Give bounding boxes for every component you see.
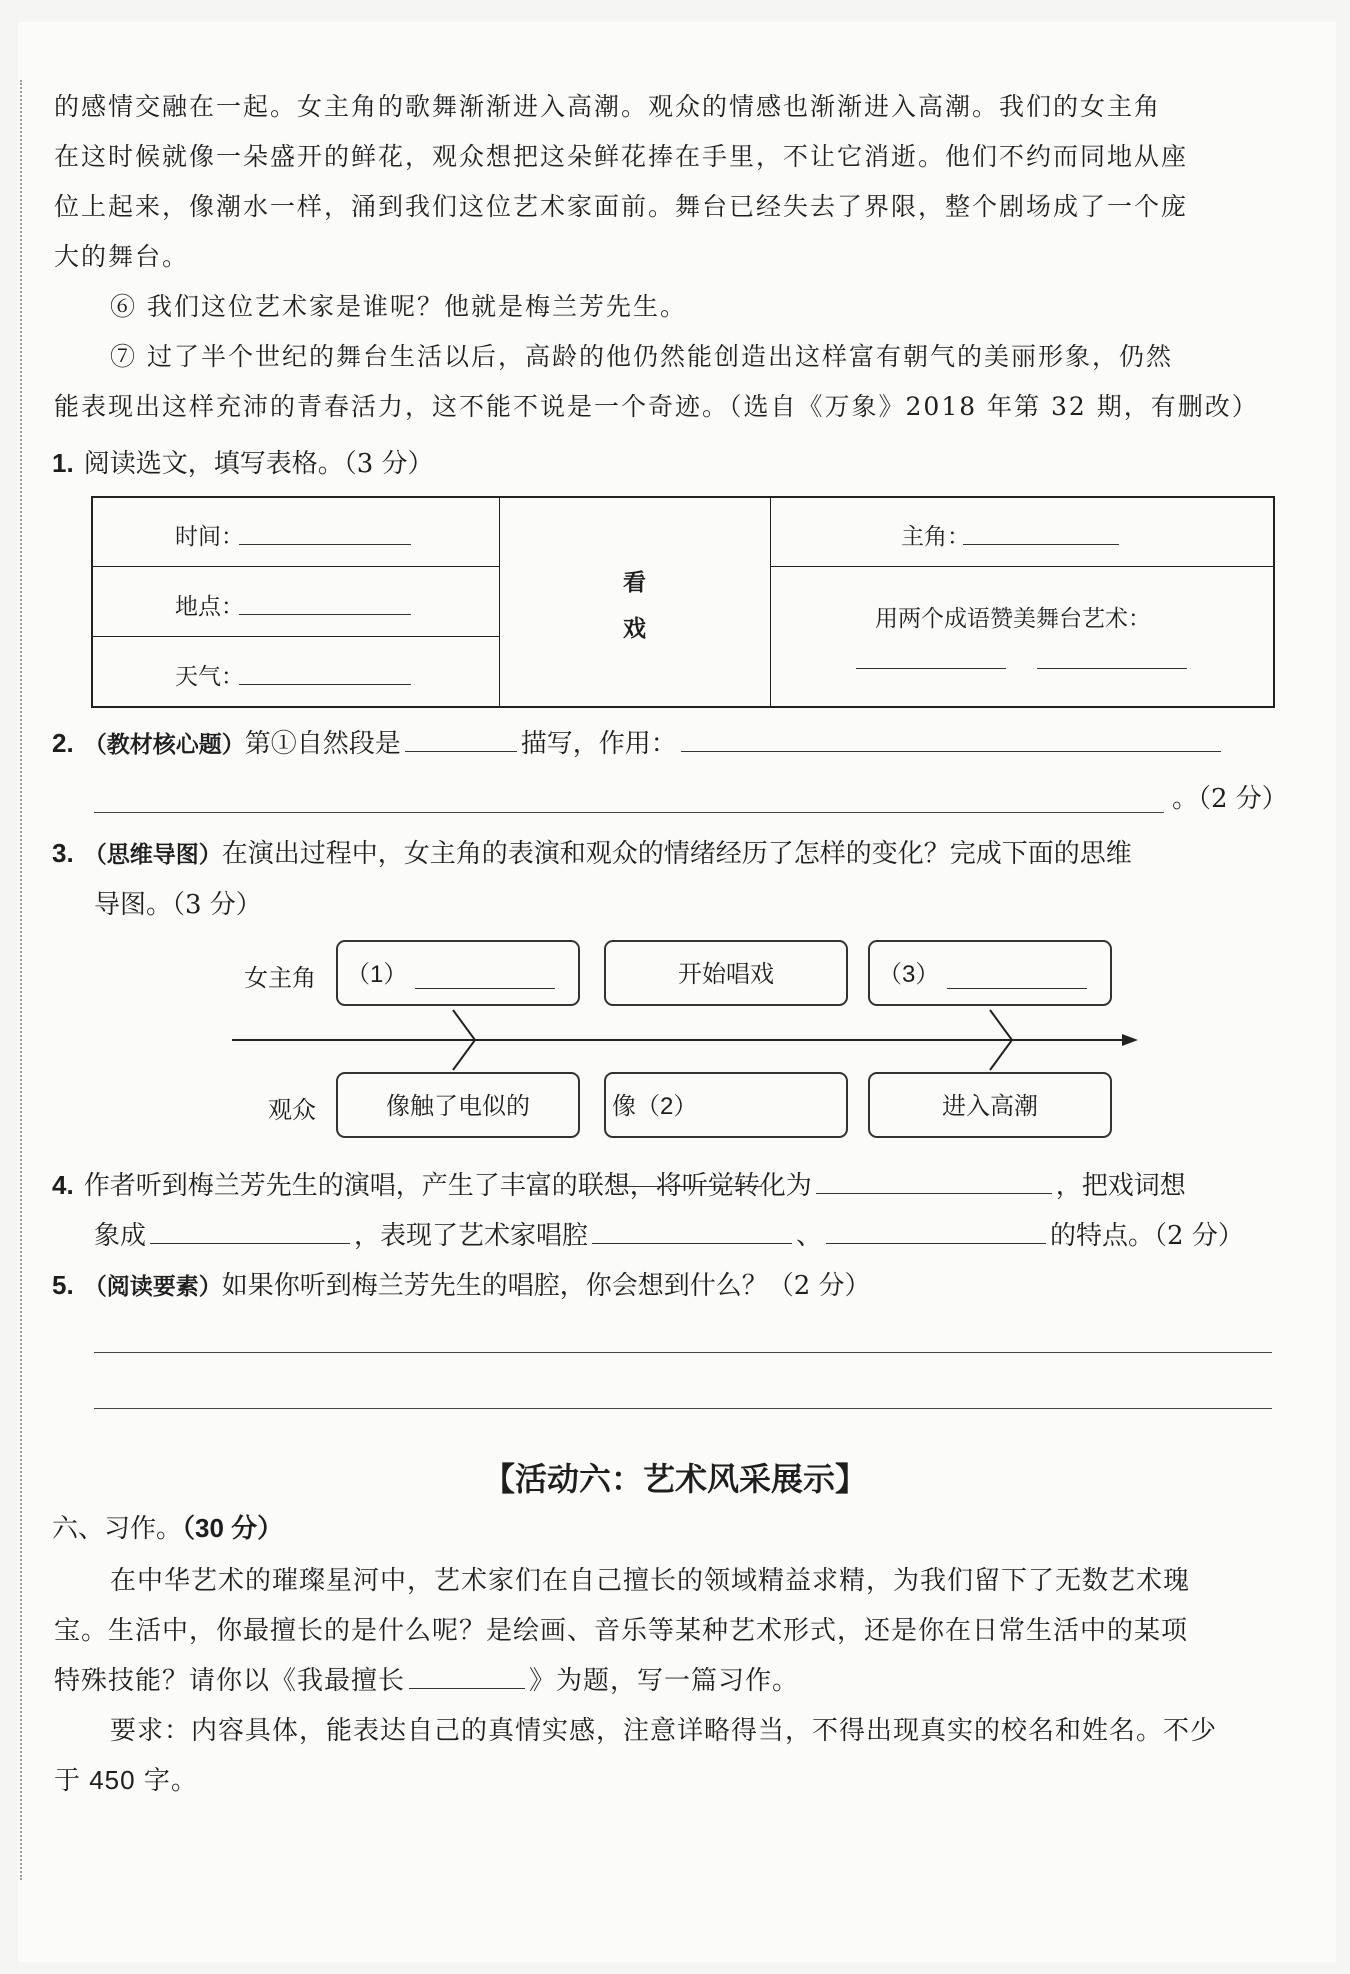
activity-heading: 【活动六：艺术风采展示】 <box>482 1461 867 1497</box>
table-weather-label: 天气： <box>175 663 244 689</box>
table-idiom-label: 用两个成语赞美舞台艺术： <box>875 605 1151 631</box>
mindmap-box-2 <box>604 940 848 1006</box>
answer-line[interactable] <box>94 1352 1272 1353</box>
question-tag: （教材核心题） <box>83 731 245 758</box>
passage-line: 能表现出这样充沛的青春活力，这不能不说是一个奇迹。（选自《万象》2018 年第 32 期，有删改） <box>54 392 1259 421</box>
table-lead-label: 主角： <box>901 523 970 549</box>
question-text: 、 <box>796 1221 823 1251</box>
essay-text: 》为题，写一篇习作。 <box>529 1665 800 1695</box>
question-text: 的特点。（2 分） <box>1050 1221 1244 1251</box>
score-text: 。（2 分） <box>1172 784 1288 814</box>
question-number: 1. <box>52 448 74 478</box>
essay-requirement: 于 450 字。 <box>54 1765 198 1795</box>
mindmap-row-label-audience: 观众 <box>268 1097 316 1124</box>
box-label: （3） <box>878 961 940 988</box>
question-4 <box>52 1160 1274 1261</box>
question-number: 2. <box>52 728 74 758</box>
mindmap-box-1 <box>336 940 580 1006</box>
passage-line: ⑦ 过了半个世纪的舞台生活以后，高龄的他仍然能创造出这样富有朝气的美丽形象，仍然 <box>110 342 1173 371</box>
feature-blank-1[interactable] <box>592 1215 792 1244</box>
question-tag: （思维导图） <box>83 841 222 868</box>
mindmap-blank-3[interactable] <box>947 962 1087 989</box>
question-text: 导图。（3 分） <box>94 890 262 920</box>
essay-requirement: 要求：内容具体，能表达自己的真情实感，注意详略得当，不得出现真实的校名和姓名。不少 <box>110 1715 1218 1745</box>
imagery-blank[interactable] <box>150 1215 350 1244</box>
passage-line: 在这时候就像一朵盛开的鲜花，观众想把这朵鲜花捧在手里，不让它消逝。他们不约而同地从座 <box>54 142 1189 171</box>
title-blank[interactable] <box>409 1660 525 1689</box>
passage-paragraph-6: ⑥ 我们这位艺术家是谁呢？他就是梅兰芳先生。 <box>110 292 687 321</box>
box-label: （1） <box>346 961 408 988</box>
question-number: 4. <box>52 1170 74 1200</box>
mindmap-box-5 <box>604 1072 848 1138</box>
essay-line: 宝。生活中，你最擅长的是什么呢？是绘画、音乐等某种艺术形式，还是你在日常生活中的某项 <box>54 1615 1189 1645</box>
section-label: 六、习作。 <box>52 1513 183 1543</box>
question-text: 阅读选文，填写表格。（3 分） <box>83 449 434 479</box>
box-label: 像触了电似的 <box>386 1093 530 1120</box>
answer-line[interactable] <box>94 1408 1272 1409</box>
box-label: 开始唱戏 <box>678 961 774 988</box>
table-center-char: 看 <box>623 569 646 595</box>
mindmap-box-3 <box>868 940 1112 1006</box>
table-center-char: 戏 <box>623 615 646 641</box>
section-score: （30 分） <box>182 1513 284 1543</box>
mindmap-box-4 <box>336 1072 580 1138</box>
box-label: 进入高潮 <box>942 1093 1038 1120</box>
essay-text: 特殊技能？请你以《我最擅长 <box>54 1665 406 1695</box>
question-number: 3. <box>52 838 74 868</box>
question-number: 5. <box>52 1270 74 1300</box>
essay-line: 在中华艺术的璀璨星河中，艺术家们在自己擅长的领域精益求精，为我们留下了无数艺术瑰 <box>110 1565 1191 1595</box>
mindmap-row-label-lead: 女主角 <box>244 965 316 992</box>
question-text: 在演出过程中，女主角的表演和观众的情绪经历了怎样的变化？完成下面的思维 <box>221 839 1132 869</box>
question-text: ，表现了艺术家唱腔 <box>354 1221 589 1251</box>
timeline-arrow-head <box>1122 1034 1138 1046</box>
table-place-label: 地点： <box>175 593 244 619</box>
question-text: 如果你听到梅兰芳先生的唱腔，你会想到什么？（2 分） <box>221 1271 871 1301</box>
question-text: 象成 <box>94 1221 147 1251</box>
table-time-label: 时间： <box>175 523 244 549</box>
question-tag: （阅读要素） <box>83 1273 222 1300</box>
passage-line: 的感情交融在一起。女主角的歌舞渐渐进入高潮。观众的情感也渐渐进入高潮。我们的女主角 <box>54 92 1162 121</box>
mindmap-blank-1[interactable] <box>415 962 555 989</box>
essay-line <box>54 1655 1272 1705</box>
question-text: 作者听到梅兰芳先生的演唱，产生了丰富的联想，将听觉转化为 <box>83 1171 812 1201</box>
question-text: 第①自然段是 <box>244 729 401 759</box>
essay-prompt <box>54 1555 1272 1805</box>
feature-blank-2[interactable] <box>826 1215 1046 1244</box>
section-title <box>52 1508 283 1545</box>
box-label: 像（2） <box>612 1093 698 1120</box>
passage-line: 大的舞台。 <box>54 242 190 271</box>
question-5 <box>52 1260 1274 1312</box>
sense-blank[interactable] <box>816 1165 1052 1194</box>
passage-line: 位上起来，像潮水一样，涌到我们这位艺术家面前。舞台已经失去了界限，整个剧场成了一个庞 <box>54 192 1189 221</box>
question-text: 描写，作用： <box>520 729 677 759</box>
question-text: ，把戏词想 <box>1055 1171 1186 1201</box>
mindmap-box-6 <box>868 1072 1112 1138</box>
